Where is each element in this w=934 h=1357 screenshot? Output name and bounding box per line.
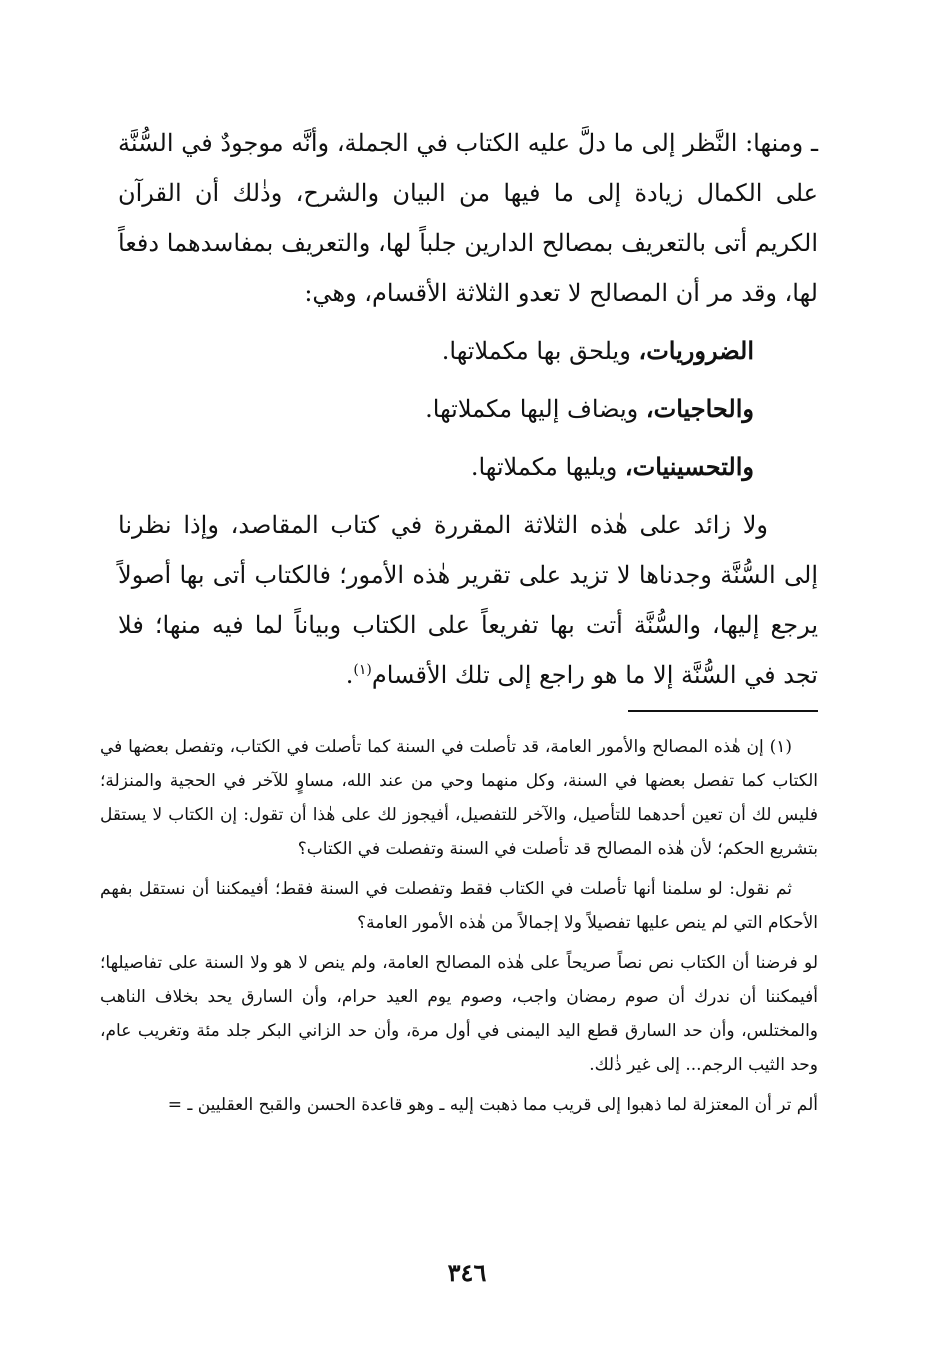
list-term: والتحسينيات،: [624, 452, 754, 481]
list-term: الضروريات،: [638, 336, 754, 365]
footnote-separator: [628, 710, 818, 712]
list-text: ويضاف إليها مكملاتها.: [425, 395, 646, 423]
paragraph-2: [118, 500, 818, 700]
footnote-1-para-3: لو فرضنا أن الكتاب نص نصاً صريحاً على هٰذه المصالح العامة، ولم ينص لا هو ولا السنة على تفاصيلها؛ أفيمكننا أن ندرك أن صوم رمضان واجب، وصوم يوم العيد حرام، وأن السارق يحد بخلاف الناهب والمختلس، وأن حد السارق قطع اليد اليمنى في أول مرة، وأن حد الزاني البكر جلد مئة وتغريب عام، وحد الثيب الرجم... إلى غير ذٰلك.: [100, 953, 818, 1075]
list-text: ويليها مكملاتها.: [470, 453, 625, 481]
list-item-tahsiniyyat: [118, 442, 818, 492]
main-text: [118, 118, 818, 700]
paragraph-2-end: .: [345, 661, 354, 689]
paragraph-1: ـ ومنها: النَّظر إلى ما دلَّ عليه الكتاب في الجملة، وأنَّه موجودٌ في السُّنَّة على الكمال زيادة إلى ما فيها من البيان والشرح، وذٰلك أن القرآن الكريم أتى بالتعريف بمصالح الدارين جلباً لها، والتعريف بمفاسدهما دفعاً لها، وقد مر أن المصالح لا تعدو الثلاثة الأقسام، وهي:: [118, 129, 818, 307]
footnotes: [100, 730, 818, 1122]
footnote-reference[interactable]: (١): [353, 662, 372, 678]
list-term: والحاجيات،: [645, 394, 754, 423]
list-item-daruriyyat: [118, 326, 818, 376]
page-number: ٣٤٦: [447, 1258, 487, 1287]
list-text: ويلحق بها مكملاتها.: [441, 337, 639, 365]
footnote-1: (١) إن هٰذه المصالح والأمور العامة، قد تأصلت في السنة كما تأصلت في الكتاب، وتفصل بعضها في الكتاب كما تفصل بعضها في السنة، وكل منهما وحي من عند الله، مساوٍ للآخر في الحجية والمنزلة؛ فليس لك أن تعين أحدهما للتأصيل، والآخر للتفصيل، أفيجوز لك على هٰذا أن تقول: إن الكتاب لا يستقل بتشريع الحكم؛ لأن هٰذه المصالح قد تأصلت في السنة وتفصلت في الكتاب؟: [100, 737, 818, 859]
paragraph-2-text: ولا زائد على هٰذه الثلاثة المقررة في كتاب المقاصد، وإذا نظرنا إلى السُّنَّة وجدناها لا تزيد على تقرير هٰذه الأمور؛ فالكتاب أتى بها أصولاً يرجع إليها، والسُّنَّة أتت بها تفريعاً على الكتاب وبياناً لما فيه منها؛ فلا تجد في السُّنَّة إلا ما هو راجع إلى تلك الأقسام: [118, 511, 818, 689]
list-item-hajiyyat: [118, 384, 818, 434]
footnote-1-para-4: ألم تر أن المعتزلة لما ذهبوا إلى قريب مما ذهبت إليه ـ وهو قاعدة الحسن والقبح العقليين ـ =: [167, 1095, 818, 1115]
footnote-1-para-2: ثم نقول: لو سلمنا أنها تأصلت في الكتاب فقط وتفصلت في السنة فقط؛ أفيمكننا أن نستقل بفهم الأحكام التي لم ينص عليها تفصيلاً ولا إجمالاً من هٰذه الأمور العامة؟: [100, 879, 818, 933]
